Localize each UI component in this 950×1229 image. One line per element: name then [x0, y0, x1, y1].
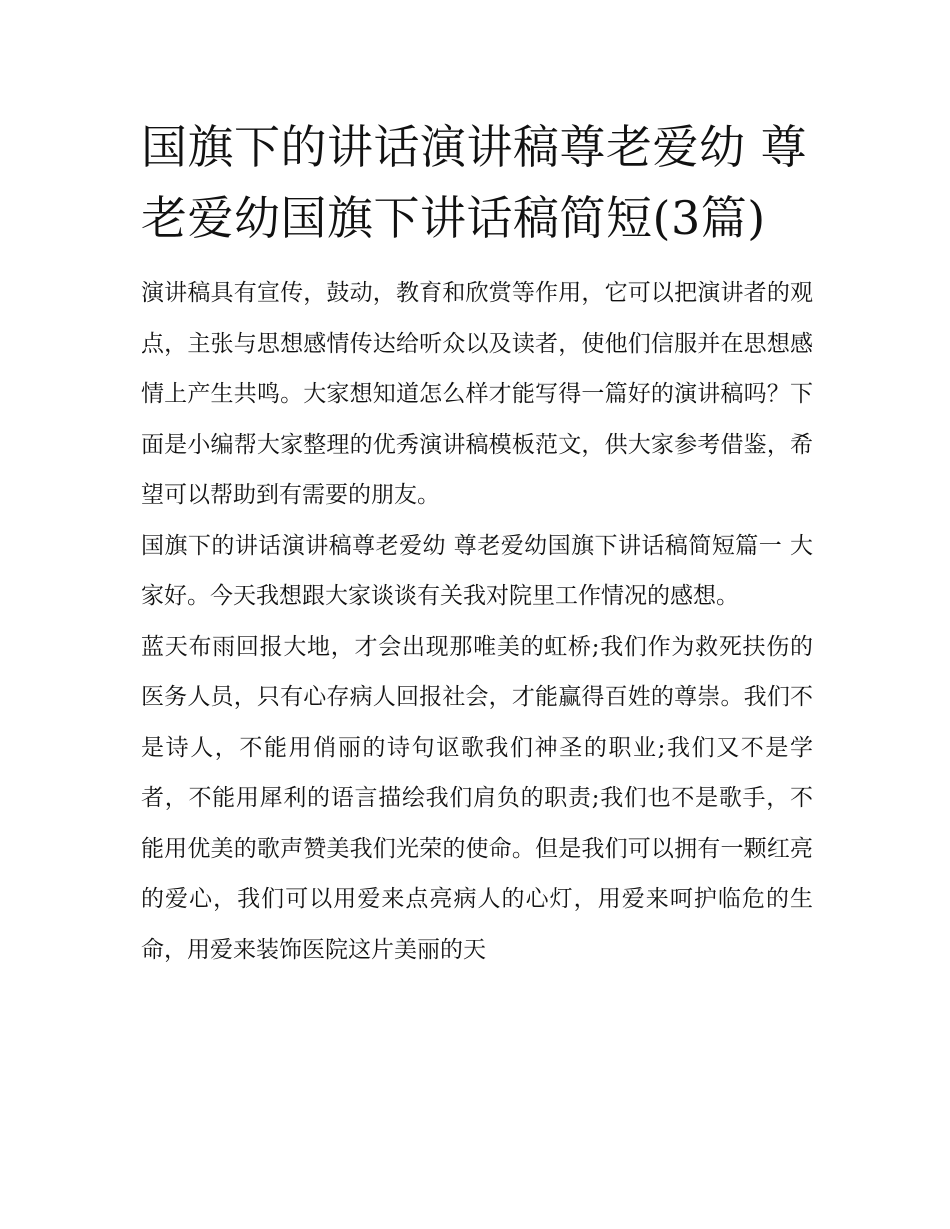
body-paragraph: 蓝天布雨回报大地，才会出现那唯美的虹桥;我们作为救死扶伤的医务人员，只有心存病人回报社会，才能赢得百姓的尊崇。我们不是诗人，不能用俏丽的诗句讴歌我们神圣的职业;我们又不是学者，不能用犀利的语言描绘我们肩负的职责;我们也不是歌手，不能用优美的歌声赞美我们光荣的使命。但是我们可以拥有一颗红亮的爱心，我们可以用爱来点亮病人的心灯，用爱来呵护临危的生命，用爱来装饰医院这片美丽的天 [141, 633, 813, 963]
intro-paragraph: 演讲稿具有宣传，鼓动，教育和欣赏等作用，它可以把演讲者的观点，主张与思想感情传达给听众以及读者，使他们信服并在思想感情上产生共鸣。大家想知道怎么样才能写得一篇好的演讲稿吗？下面是小编帮大家整理的优秀演讲稿模板范文，供大家参考借鉴，希望可以帮助到有需要的朋友。 [141, 280, 813, 508]
document-title: 国旗下的讲话演讲稿尊老爱幼 尊老爱幼国旗下讲话稿简短(3篇) [141, 120, 808, 245]
document-page [141, 112, 813, 975]
section-heading-paragraph: 国旗下的讲话演讲稿尊老爱幼 尊老爱幼国旗下讲话稿简短篇一 大家好。今天我想跟大家谈谈有关我对院里工作情况的感想。 [141, 532, 813, 609]
